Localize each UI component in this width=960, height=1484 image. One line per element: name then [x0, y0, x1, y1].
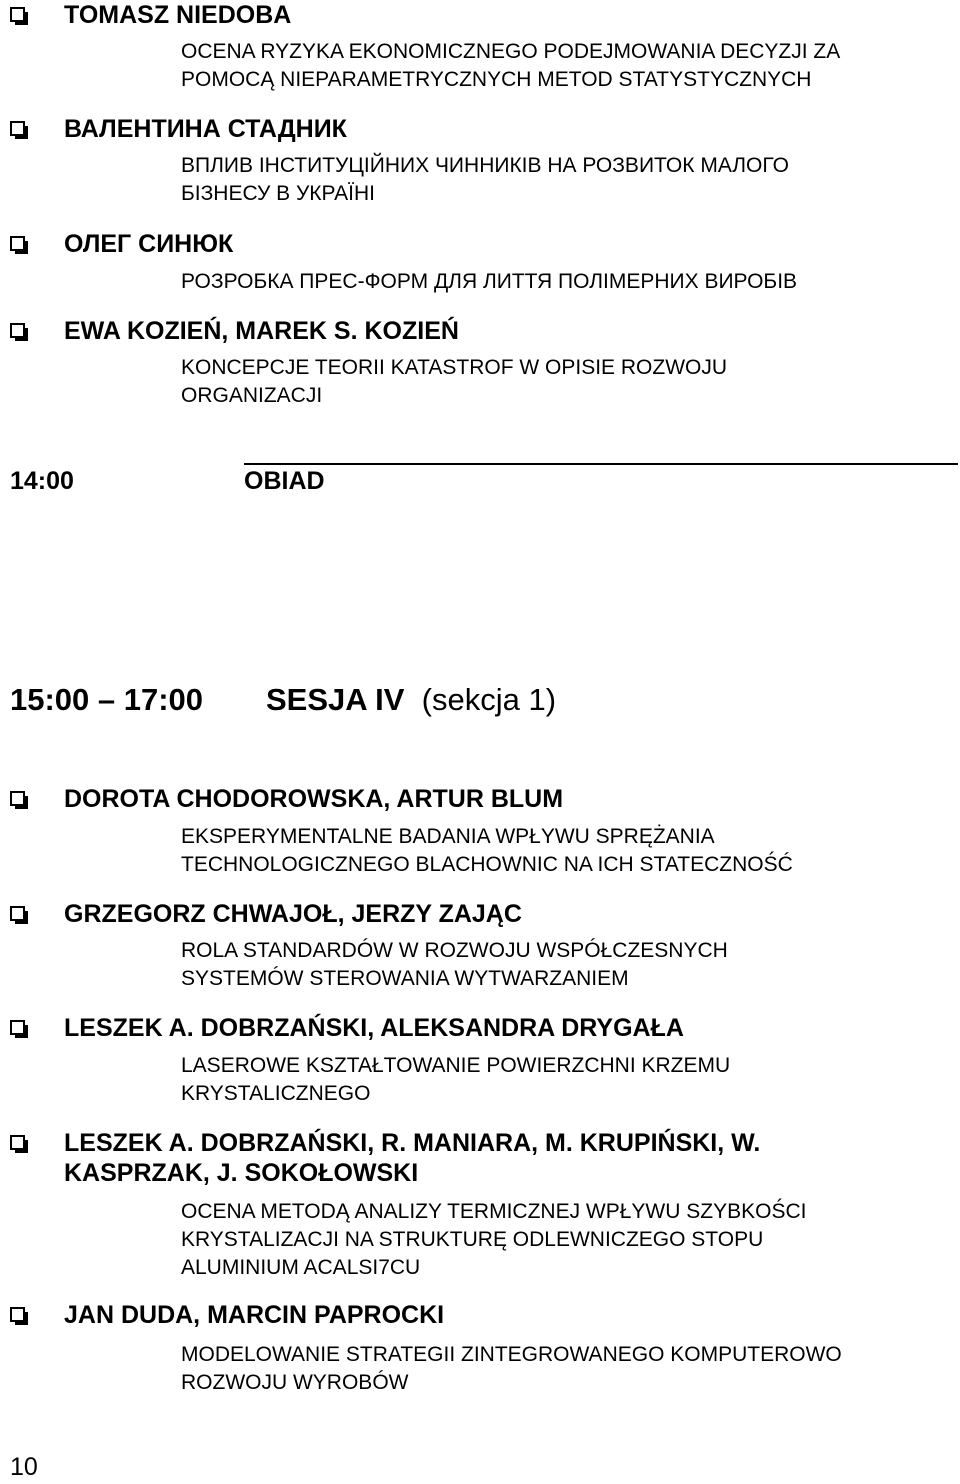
entry-author-line: KASPRZAK, J. SOKOŁOWSKI — [64, 1159, 419, 1187]
entry-title-line: LASEROWE KSZTAŁTOWANIE POWIERZCHNI KRZEMU — [181, 1054, 731, 1077]
checkbox-bullet-icon — [10, 1307, 25, 1322]
entry-title-line: ORGANIZACJI — [181, 384, 323, 407]
entry-title — [181, 823, 951, 879]
entry-title-line: MODELOWANIE STRATEGII ZINTEGROWANEGO KOMPUTEROWO — [181, 1343, 842, 1366]
entry-title — [181, 1052, 951, 1108]
entry-title-line: OCENA METODĄ ANALIZY TERMICZNEJ WPŁYWU SZYBKOŚCI — [181, 1200, 807, 1223]
entry-author-line: LESZEK A. DOBRZAŃSKI, R. MANIARA, M. KRUPIŃSKI, W. — [64, 1129, 761, 1157]
entry-author: JAN DUDA, MARCIN PAPROCKI — [64, 1301, 445, 1329]
entry-title-line: KRYSTALICZNEGO — [181, 1082, 371, 1105]
checkbox-bullet-icon — [10, 121, 25, 136]
entry-author: EWA KOZIEŃ, MAREK S. KOZIEŃ — [64, 317, 459, 345]
entry-author: GRZEGORZ CHWAJOŁ, JERZY ZAJĄC — [64, 900, 522, 928]
entry-title-line: KONCEPCJE TEORII KATASTROF W OPISIE ROZWOJU — [181, 356, 728, 379]
checkbox-bullet-icon — [10, 1135, 25, 1150]
section-divider — [244, 463, 958, 465]
entry-title — [181, 152, 951, 208]
entry-title-line: SYSTEMÓW STEROWANIA WYTWARZANIEM — [181, 967, 629, 990]
entry-title-line: TECHNOLOGICZNEGO BLACHOWNIC NA ICH STATECZNOŚĆ — [181, 853, 793, 876]
entry-author: TOMASZ NIEDOBA — [64, 1, 292, 29]
entry-title-line: EKSPERYMENTALNE BADANIA WPŁYWU SPRĘŻANIA — [181, 825, 715, 848]
entry-title — [181, 268, 951, 296]
entry-author — [64, 1128, 944, 1188]
entry-title-line: ROLA STANDARDÓW W ROZWOJU WSPÓŁCZESNYCH — [181, 939, 728, 962]
entry-title — [181, 937, 951, 993]
checkbox-bullet-icon — [10, 323, 25, 338]
entry-title — [181, 1198, 951, 1282]
entry-title-line: РОЗРОБКА ПРЕС-ФОРМ ДЛЯ ЛИТТЯ ПОЛІМЕРНИХ ВИРОБІВ — [181, 270, 798, 293]
checkbox-bullet-icon — [10, 236, 25, 251]
entry-title — [181, 354, 951, 410]
lunch-time: 14:00 — [10, 467, 74, 495]
page-number: 10 — [10, 1453, 38, 1481]
checkbox-bullet-icon — [10, 1020, 25, 1035]
entry-title-line: OCENA RYZYKA EKONOMICZNEGO PODEJMOWANIA DECYZJI ZA — [181, 40, 841, 63]
entry-title — [181, 38, 951, 94]
entry-title-line: ALUMINIUM ACALSI7CU — [181, 1256, 421, 1279]
session-heading — [266, 682, 556, 718]
checkbox-bullet-icon — [10, 791, 25, 806]
entry-title-line: БІЗНЕСУ В УКРАЇНІ — [181, 182, 375, 205]
checkbox-bullet-icon — [10, 906, 25, 921]
entry-title-line: ВПЛИВ ІНСТИТУЦІЙНИХ ЧИННИКІВ НА РОЗВИТОК МАЛОГО — [181, 154, 789, 177]
entry-author: DOROTA CHODOROWSKA, ARTUR BLUM — [64, 785, 564, 813]
entry-author: LESZEK A. DOBRZAŃSKI, ALEKSANDRA DRYGAŁA — [64, 1014, 684, 1042]
entry-author: ВАЛЕНТИНА СТАДНИК — [64, 115, 347, 143]
entry-title — [181, 1341, 951, 1397]
session-section: (sekcja 1) — [421, 682, 557, 717]
entry-title-line: ROZWOJU WYROBÓW — [181, 1371, 409, 1394]
entry-author: ОЛЕГ СИНЮК — [64, 230, 234, 258]
session-time: 15:00 – 17:00 — [10, 682, 204, 717]
entry-title-line: POMOCĄ NIEPARAMETRYCZNYCH METOD STATYSTYCZNYCH — [181, 68, 812, 91]
entry-title-line: KRYSTALIZACJI NA STRUKTURĘ ODLEWNICZEGO STOPU — [181, 1228, 764, 1251]
lunch-label: OBIAD — [244, 467, 325, 495]
checkbox-bullet-icon — [10, 7, 25, 22]
session-label: SESJA IV — [266, 682, 405, 717]
